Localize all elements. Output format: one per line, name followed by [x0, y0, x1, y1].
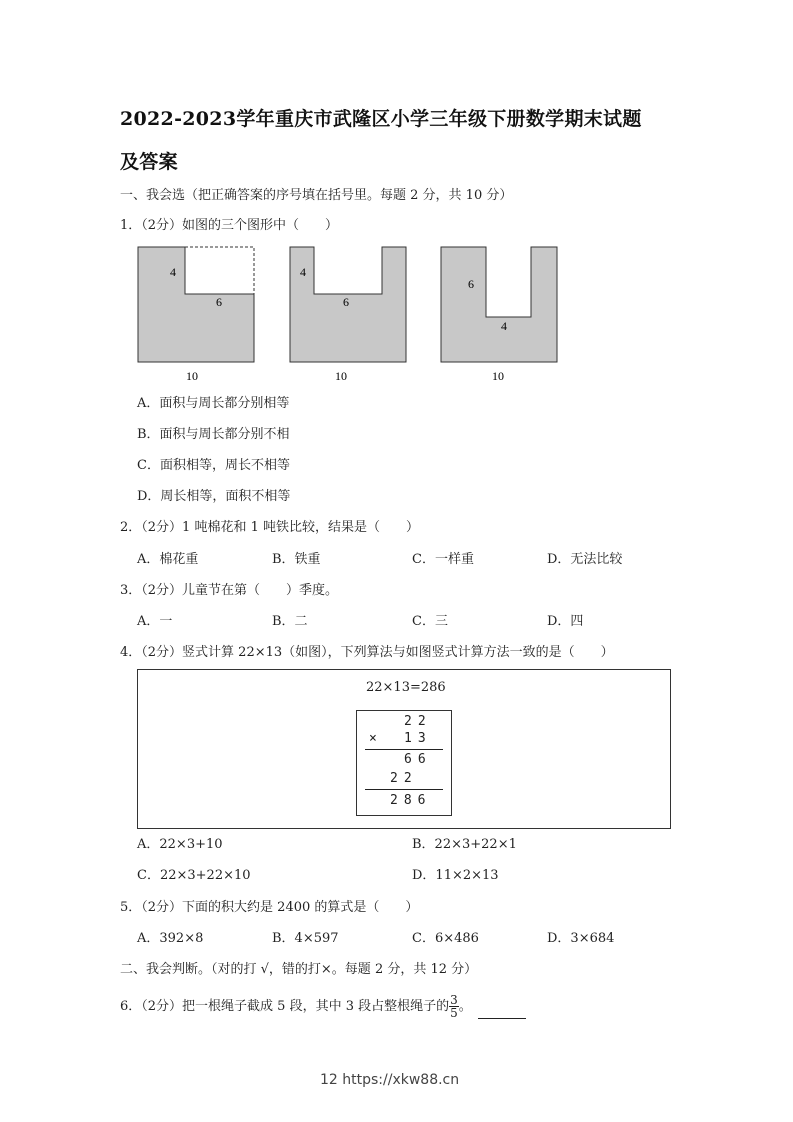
calc-multiplier: 13 [404, 731, 432, 746]
q5-option-a: A．392×8 [137, 931, 204, 946]
q5-option-d: D．3×684 [547, 931, 615, 946]
q5-option-c: C．6×486 [412, 931, 479, 946]
q1-fig3-label-top: 6 [468, 277, 474, 291]
q3-option-d: D．四 [547, 614, 584, 629]
section2-heading: 二、我会判断。（对的打 √，错的打×。每题 2 分，共 12 分） [120, 962, 478, 977]
q4-stem: 4．（2分）竖式计算 22×13（如图），下列算法与如图竖式计算方法一致的是（ ） [120, 645, 614, 660]
q1-option-b: B．面积与周长都分别不相 [137, 427, 290, 442]
q1-figure-2 [290, 247, 406, 383]
q4-option-d: D．11×2×13 [412, 868, 499, 883]
q1-option-c: C．面积相等，周长不相等 [137, 458, 290, 473]
calc-line-2 [365, 789, 443, 790]
q4-option-c: C．22×3+22×10 [137, 868, 251, 883]
q1-fig3-label-inner: 4 [501, 319, 507, 333]
q1-figure-1 [138, 247, 254, 383]
q1-fig1-label-top: 4 [170, 265, 176, 279]
q5-option-b: B．4×597 [272, 931, 339, 946]
calc-product: 286 [390, 793, 432, 808]
q5-stem: 5．（2分）下面的积大约是 2400 的算式是（ ） [120, 900, 419, 915]
q2-option-c: C．一样重 [412, 552, 474, 567]
q4-equation: 22×13=286 [366, 680, 446, 695]
page-title: 2022-2023学年重庆市武隆区小学三年级下册数学期末试题 [120, 108, 642, 130]
q3-stem: 3．（2分）儿童节在第（ ）季度。 [120, 583, 339, 598]
q1-fig2-label-top: 4 [300, 265, 306, 279]
q3-option-b: B．二 [272, 614, 308, 629]
q1-stem: 1．（2分）如图的三个图形中（ ） [120, 218, 339, 233]
calc-partial-2: 22 [390, 771, 418, 786]
q6-stem: 6．（2分）把一根绳子截成 5 段，其中 3 段占整根绳子的 [120, 999, 450, 1014]
q1-figures [130, 240, 570, 388]
page-footer: 12 https://xkw88.cn [320, 1072, 460, 1088]
q6-stem-row [120, 994, 526, 1019]
q4-option-a: A．22×3+10 [137, 837, 223, 852]
q4-figure-box [137, 669, 671, 829]
q1-fig2-label-bottom: 10 [335, 369, 347, 383]
q6-fraction [449, 994, 459, 1019]
q3-option-a: A．一 [137, 614, 173, 629]
q6-tail: 。 [458, 999, 472, 1014]
q2-option-d: D．无法比较 [547, 552, 623, 567]
page-title-line2: 及答案 [120, 151, 178, 173]
q2-option-b: B．铁重 [272, 552, 321, 567]
calc-operator: × [369, 731, 383, 746]
q2-stem: 2．（2分）1 吨棉花和 1 吨铁比较，结果是（ ） [120, 520, 419, 535]
q1-option-d: D．周长相等，面积不相等 [137, 489, 291, 504]
q6-fraction-numerator: 3 [450, 993, 458, 1007]
q4-vertical-calc [356, 710, 452, 816]
q1-figure-3 [441, 247, 557, 383]
q6-answer-blank[interactable] [478, 1004, 526, 1019]
calc-partial-1: 66 [404, 752, 432, 767]
q6-fraction-denominator: 5 [450, 1006, 458, 1020]
q4-option-b: B．22×3+22×1 [412, 837, 517, 852]
q1-fig2-label-inner: 6 [343, 295, 349, 309]
section1-heading: 一、我会选（把正确答案的序号填在括号里。每题 2 分，共 10 分） [120, 188, 513, 203]
q3-option-c: C．三 [412, 614, 448, 629]
q1-fig1-label-inner: 6 [216, 295, 222, 309]
q1-fig1-label-bottom: 10 [186, 369, 198, 383]
q1-option-a: A．面积与周长都分别相等 [137, 396, 290, 411]
calc-multiplicand: 22 [404, 714, 432, 729]
q2-option-a: A．棉花重 [137, 552, 199, 567]
calc-line-1 [365, 749, 443, 750]
q1-fig3-label-bottom: 10 [492, 369, 504, 383]
